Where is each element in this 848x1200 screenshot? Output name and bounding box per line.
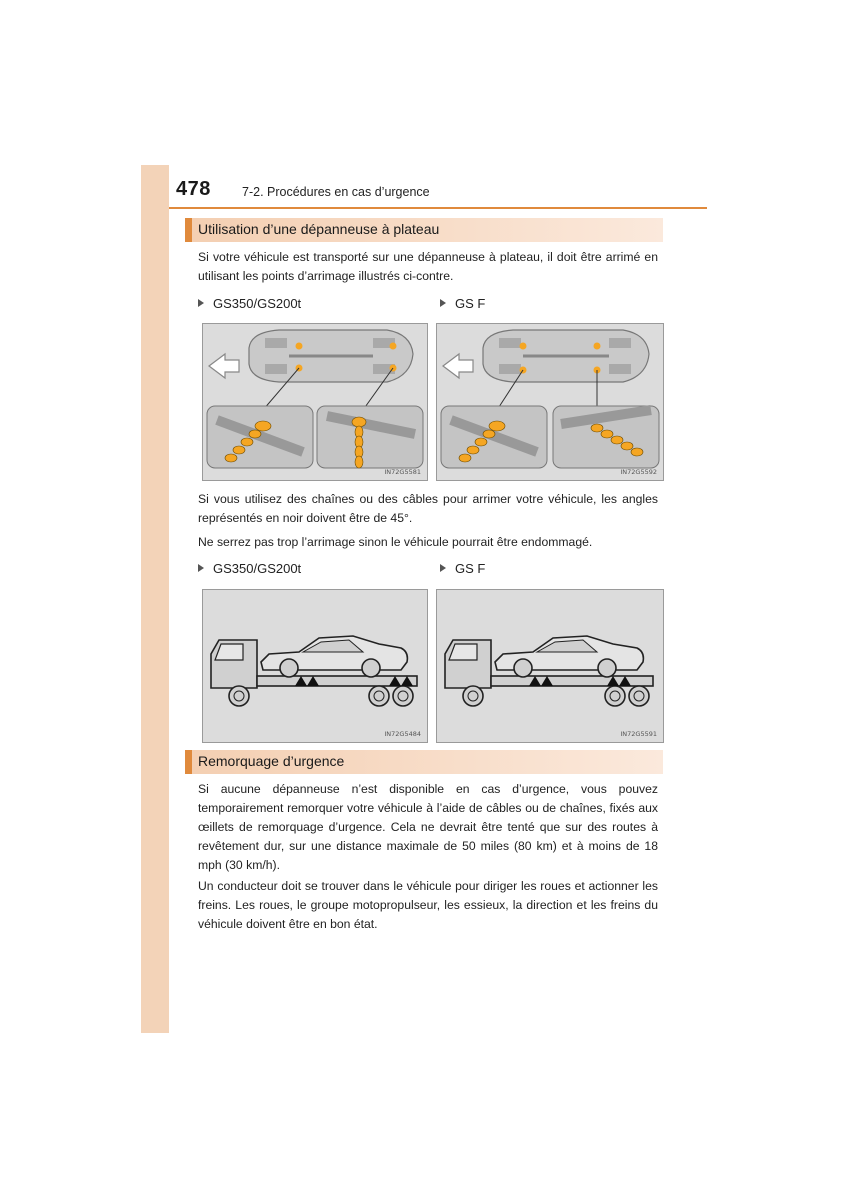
side-margin-strip bbox=[141, 165, 169, 1033]
bullet-triangle-icon bbox=[198, 564, 204, 572]
header-rule bbox=[169, 207, 707, 209]
model-label-gs350: GS350/GS200t bbox=[198, 296, 301, 311]
model-label-gs350-2: GS350/GS200t bbox=[198, 561, 301, 576]
bullet-triangle-icon bbox=[440, 299, 446, 307]
section-heading-text: Remorquage d’urgence bbox=[198, 753, 345, 769]
chapter-title: 7-2. Procédures en cas d’urgence bbox=[242, 185, 430, 199]
figure-code: IN72G5591 bbox=[620, 730, 657, 738]
flatbed-figure-gsf bbox=[436, 589, 664, 743]
tiedown-figure-gsf bbox=[436, 323, 664, 481]
section-heading-flatbed bbox=[185, 218, 663, 242]
model-label-gsf-2: GS F bbox=[440, 561, 485, 576]
tiedown-figure-gs350 bbox=[202, 323, 428, 481]
emergency-towing-paragraph: Si aucune dépanneuse n’est disponible en cas d’urgence, vous pouvez temporairement remorquer votre véhicule à l’aide de câbles ou de chaînes, fixés aux œillets de remorquage d’urgence. Cela ne devrait être tenté que sur des routes à revêtement dur, sur une distance maximale de 50 miles (80 km) et à moins de 18 mph (30 km/h). bbox=[198, 782, 658, 872]
driver-requirement-paragraph: Un conducteur doit se trouver dans le véhicule pour diriger les roues et actionner les freins. Les roues, le groupe motopropulseur, les essieux, la direction et les freins du véhicule doivent être en bon état. bbox=[198, 879, 658, 931]
section-heading-text: Utilisation d’une dépanneuse à plateau bbox=[198, 221, 440, 237]
figure-code: IN72G5581 bbox=[384, 468, 421, 476]
figure-code: IN72G5592 bbox=[620, 468, 657, 476]
section-heading-emergency-towing bbox=[185, 750, 663, 774]
intro-paragraph: Si votre véhicule est transporté sur une dépanneuse à plateau, il doit être arrimé en utilisant les points d’arrimage illustrés ci-contre. bbox=[198, 250, 658, 283]
page-number: 478 bbox=[176, 178, 211, 200]
model-label-gsf: GS F bbox=[440, 296, 485, 311]
figure-code: IN72G5484 bbox=[384, 730, 421, 738]
bullet-triangle-icon bbox=[198, 299, 204, 307]
bullet-triangle-icon bbox=[440, 564, 446, 572]
flatbed-figure-gs350 bbox=[202, 589, 428, 743]
chains-note-paragraph: Si vous utilisez des chaînes ou des câbles pour arrimer votre véhicule, les angles représentés en noir doivent être de 45°. bbox=[198, 492, 658, 525]
tighten-note-paragraph: Ne serrez pas trop l’arrimage sinon le véhicule pourrait être endommagé. bbox=[198, 535, 593, 549]
